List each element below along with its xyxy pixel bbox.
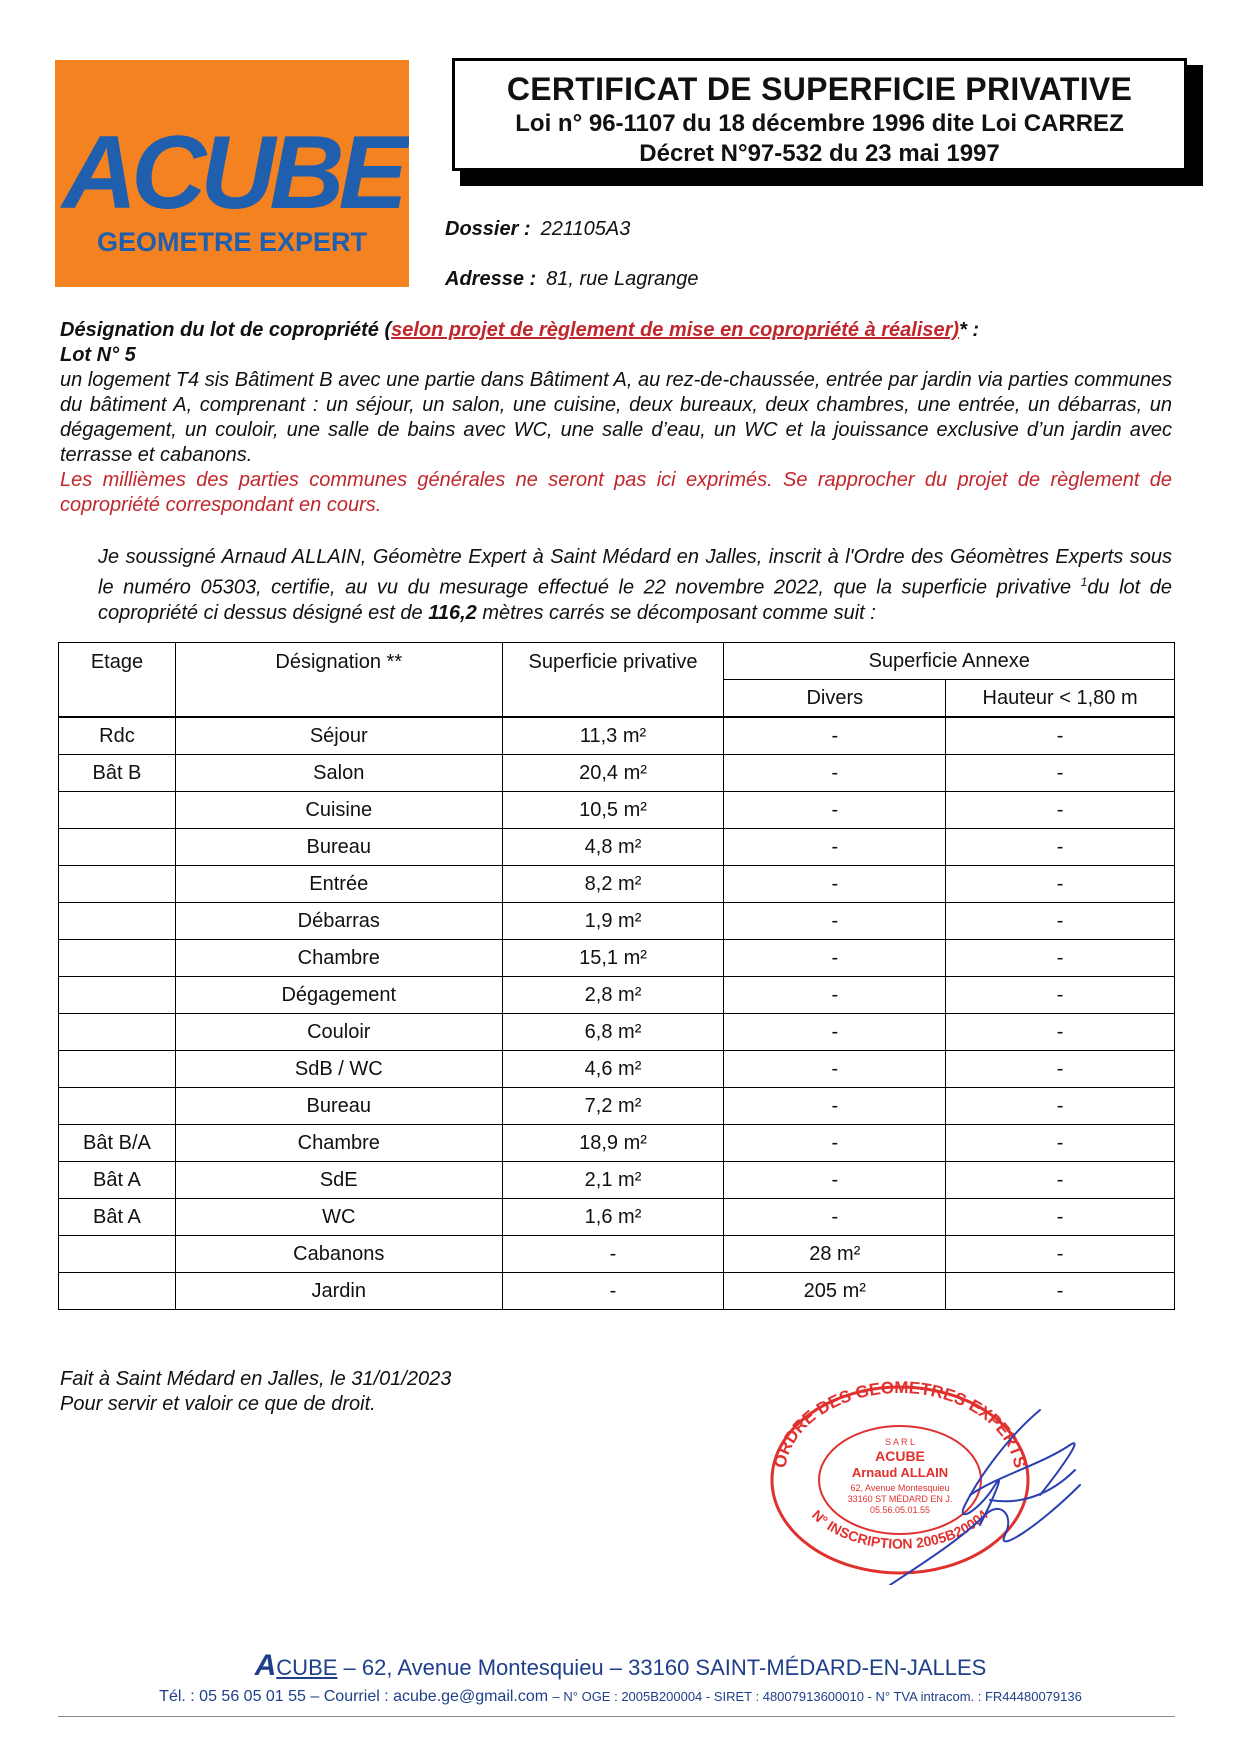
cell-designation: Séjour bbox=[175, 717, 502, 755]
table-row bbox=[59, 1051, 1175, 1088]
decree-reference: Décret N°97-532 du 23 mai 1997 bbox=[639, 140, 1000, 167]
attestation-part1: Je soussigné Arnaud ALLAIN, Géomètre Expert à Saint Médard en Jalles, inscrit à l'Ordre des Géomètres Experts sous le numéro 05303, certifie, au vu du mesurage effectué le 22 novembre 2022, que la superficie privative bbox=[98, 546, 1172, 599]
cell-hauteur: - bbox=[946, 903, 1175, 940]
header-etage: Etage bbox=[59, 643, 176, 718]
table-row bbox=[59, 1125, 1175, 1162]
cell-hauteur: - bbox=[946, 1014, 1175, 1051]
title-box bbox=[452, 58, 1187, 171]
cell-etage: Bât A bbox=[59, 1199, 176, 1236]
table-row bbox=[59, 1014, 1175, 1051]
cell-etage bbox=[59, 977, 176, 1014]
cell-designation: Dégagement bbox=[175, 977, 502, 1014]
closing-place-date: Fait à Saint Médard en Jalles, le 31/01/2023 bbox=[60, 1368, 452, 1390]
table-row bbox=[59, 1199, 1175, 1236]
footnote-mark: 1 bbox=[1080, 575, 1088, 589]
closing-block bbox=[60, 1367, 451, 1417]
cell-superficie-privative: 15,1 m² bbox=[502, 940, 724, 977]
cell-hauteur: - bbox=[946, 755, 1175, 792]
header-hauteur: Hauteur < 1,80 m bbox=[946, 680, 1175, 718]
table-row bbox=[59, 755, 1175, 792]
cell-designation: Débarras bbox=[175, 903, 502, 940]
cell-hauteur: - bbox=[946, 1199, 1175, 1236]
total-surface: 116,2 bbox=[428, 601, 477, 624]
closing-formula: Pour servir et valoir ce que de droit. bbox=[60, 1393, 376, 1415]
cell-hauteur: - bbox=[946, 1125, 1175, 1162]
designation-heading bbox=[60, 318, 1172, 343]
cell-designation: Cabanons bbox=[175, 1236, 502, 1273]
cell-divers: - bbox=[724, 940, 946, 977]
cell-superficie-privative: 8,2 m² bbox=[502, 866, 724, 903]
cell-etage: Rdc bbox=[59, 717, 176, 755]
cell-hauteur: - bbox=[946, 866, 1175, 903]
cell-etage bbox=[59, 1051, 176, 1088]
header-divers: Divers bbox=[724, 680, 946, 718]
cell-divers: 28 m² bbox=[724, 1236, 946, 1273]
table-row bbox=[59, 1273, 1175, 1310]
cell-divers: - bbox=[724, 903, 946, 940]
cell-superficie-privative: 1,9 m² bbox=[502, 903, 724, 940]
cell-hauteur: - bbox=[946, 829, 1175, 866]
designation-label-end: * : bbox=[959, 319, 980, 341]
cell-hauteur: - bbox=[946, 1051, 1175, 1088]
cell-divers: - bbox=[724, 1125, 946, 1162]
cell-divers: - bbox=[724, 1051, 946, 1088]
stamp-inscription: N° INSCRIPTION 2005B20004 bbox=[809, 1506, 991, 1552]
stamp-sarl: S A R L bbox=[884, 1437, 916, 1447]
adresse-value: 81, rue Lagrange bbox=[546, 268, 699, 290]
stamp-address2: 33160 ST MÉDARD EN J. bbox=[847, 1494, 953, 1504]
table-row bbox=[59, 792, 1175, 829]
adresse-label: Adresse : bbox=[445, 268, 537, 290]
cell-etage bbox=[59, 829, 176, 866]
cell-superficie-privative: 4,6 m² bbox=[502, 1051, 724, 1088]
surface-table bbox=[58, 642, 1175, 1310]
cell-superficie-privative: - bbox=[502, 1236, 724, 1273]
cell-etage bbox=[59, 1014, 176, 1051]
logo-tagline: GEOMETRE EXPERT bbox=[96, 227, 368, 257]
cell-superficie-privative: 2,8 m² bbox=[502, 977, 724, 1014]
cell-divers: - bbox=[724, 977, 946, 1014]
cell-superficie-privative: 20,4 m² bbox=[502, 755, 724, 792]
cell-superficie-privative: 7,2 m² bbox=[502, 1088, 724, 1125]
footer-brand: CUBE bbox=[276, 1655, 338, 1680]
cell-superficie-privative: - bbox=[502, 1273, 724, 1310]
cell-hauteur: - bbox=[946, 1088, 1175, 1125]
cell-divers: 205 m² bbox=[724, 1273, 946, 1310]
cell-hauteur: - bbox=[946, 977, 1175, 1014]
cell-designation: Entrée bbox=[175, 866, 502, 903]
cell-hauteur: - bbox=[946, 1273, 1175, 1310]
cell-designation: Bureau bbox=[175, 1088, 502, 1125]
cell-divers: - bbox=[724, 829, 946, 866]
surface-table-body bbox=[59, 717, 1175, 1310]
footer-divider bbox=[58, 1716, 1175, 1717]
cell-superficie-privative: 6,8 m² bbox=[502, 1014, 724, 1051]
table-row bbox=[59, 903, 1175, 940]
designation-project-link: selon projet de règlement de mise en copropriété à réaliser) bbox=[391, 319, 960, 341]
table-row bbox=[59, 1088, 1175, 1125]
header-superficie-privative: Superficie privative bbox=[502, 643, 724, 718]
cell-etage bbox=[59, 1273, 176, 1310]
cell-hauteur: - bbox=[946, 717, 1175, 755]
cell-designation: Couloir bbox=[175, 1014, 502, 1051]
table-row bbox=[59, 940, 1175, 977]
footer-email[interactable]: acube.ge@gmail.com bbox=[393, 1688, 549, 1705]
footer-brand-initial: A bbox=[254, 1649, 277, 1682]
cell-divers: - bbox=[724, 755, 946, 792]
cell-designation: Cuisine bbox=[175, 792, 502, 829]
attestation-part3: mètres carrés se décomposant comme suit : bbox=[476, 601, 876, 624]
adresse-line bbox=[445, 268, 699, 291]
footer-legal: – N° OGE : 2005B200004 - SIRET : 48007913600010 - N° TVA intracom. : FR44480079136 bbox=[552, 1689, 1082, 1704]
table-row bbox=[59, 977, 1175, 1014]
stamp-name: Arnaud ALLAIN bbox=[851, 1465, 949, 1480]
footer-address bbox=[0, 1649, 1241, 1683]
lot-number: Lot N° 5 bbox=[60, 344, 136, 366]
cell-hauteur: - bbox=[946, 1162, 1175, 1199]
attestation-text bbox=[98, 545, 1172, 626]
cell-designation: Chambre bbox=[175, 1125, 502, 1162]
cell-divers: - bbox=[724, 717, 946, 755]
cell-etage bbox=[59, 1236, 176, 1273]
document-title: CERTIFICAT DE SUPERFICIE PRIVATIVE bbox=[506, 71, 1133, 107]
table-row bbox=[59, 829, 1175, 866]
millieme-note: Les millièmes des parties communes générales ne seront pas ici exprimés. Se rapprocher du projet de règlement de copropriété correspondant en cours. bbox=[60, 469, 1172, 516]
cell-superficie-privative: 2,1 m² bbox=[502, 1162, 724, 1199]
cell-divers: - bbox=[724, 1199, 946, 1236]
logo-graphic bbox=[55, 60, 409, 287]
cell-superficie-privative: 4,8 m² bbox=[502, 829, 724, 866]
cell-divers: - bbox=[724, 1162, 946, 1199]
stamp-address1: 62, Avenue Montesquieu bbox=[850, 1483, 950, 1493]
dossier-label: Dossier : bbox=[445, 218, 531, 240]
cell-etage: Bât B bbox=[59, 755, 176, 792]
cell-designation: Salon bbox=[175, 755, 502, 792]
stamp-order: ORDRE DES GEOMETRES EXPERTS bbox=[770, 1377, 1030, 1470]
cell-etage: Bât B/A bbox=[59, 1125, 176, 1162]
law-reference: Loi n° 96-1107 du 18 décembre 1996 dite Loi CARREZ bbox=[515, 110, 1124, 137]
cell-hauteur: - bbox=[946, 792, 1175, 829]
footer-street: – 62, Avenue Montesquieu – 33160 SAINT-MÉDARD-EN-JALLES bbox=[337, 1655, 987, 1680]
cell-etage bbox=[59, 1088, 176, 1125]
stamp-phone: 05.56.05.01.55 bbox=[869, 1505, 931, 1515]
cell-superficie-privative: 10,5 m² bbox=[502, 792, 724, 829]
cell-etage bbox=[59, 903, 176, 940]
cell-hauteur: - bbox=[946, 940, 1175, 977]
header-designation: Désignation ** bbox=[175, 643, 502, 718]
cell-etage bbox=[59, 792, 176, 829]
cell-superficie-privative: 18,9 m² bbox=[502, 1125, 724, 1162]
cell-divers: - bbox=[724, 1014, 946, 1051]
table-row bbox=[59, 1162, 1175, 1199]
cell-etage bbox=[59, 940, 176, 977]
table-row bbox=[59, 1236, 1175, 1273]
cell-designation: Jardin bbox=[175, 1273, 502, 1310]
stamp-company: ACUBE bbox=[875, 1448, 925, 1464]
footer-tel: Tél. : 05 56 05 01 55 bbox=[159, 1688, 306, 1705]
cell-designation: Bureau bbox=[175, 829, 502, 866]
cell-designation: WC bbox=[175, 1199, 502, 1236]
dossier-line bbox=[445, 218, 630, 241]
table-row bbox=[59, 866, 1175, 903]
footer-contact bbox=[0, 1688, 1241, 1706]
logo-brand: ACUBE bbox=[62, 115, 402, 231]
cell-designation: SdE bbox=[175, 1162, 502, 1199]
cell-etage bbox=[59, 866, 176, 903]
cell-divers: - bbox=[724, 792, 946, 829]
table-row bbox=[59, 717, 1175, 755]
lot-designation bbox=[60, 318, 1172, 518]
official-stamp bbox=[740, 1375, 1100, 1585]
lot-description: un logement T4 sis Bâtiment B avec une partie dans Bâtiment A, au rez-de-chaussée, entrée par jardin via parties communes du bâtiment A, comprenant : un séjour, un salon, une cuisine, deux bureaux, deux chambres, une entrée, un débarras, un dégagement, un couloir, une salle de bains avec WC, une salle d’eau, un WC et la jouissance exclusive d’un jardin avec terrasse et cabanons. bbox=[60, 369, 1172, 466]
cell-hauteur: - bbox=[946, 1236, 1175, 1273]
footer-email-label: – Courriel : bbox=[310, 1688, 389, 1705]
header-superficie-annexe: Superficie Annexe bbox=[724, 643, 1175, 680]
cell-designation: Chambre bbox=[175, 940, 502, 977]
cell-superficie-privative: 1,6 m² bbox=[502, 1199, 724, 1236]
cell-divers: - bbox=[724, 1088, 946, 1125]
cell-divers: - bbox=[724, 866, 946, 903]
cell-superficie-privative: 11,3 m² bbox=[502, 717, 724, 755]
dossier-value: 221105A3 bbox=[540, 218, 631, 240]
attestation-part2: du lot de copropriété ci dessus désigné est de bbox=[98, 576, 1172, 624]
cell-designation: SdB / WC bbox=[175, 1051, 502, 1088]
designation-label: Désignation du lot de copropriété ( bbox=[60, 319, 392, 341]
cell-etage: Bât A bbox=[59, 1162, 176, 1199]
acube-logo bbox=[55, 60, 409, 287]
